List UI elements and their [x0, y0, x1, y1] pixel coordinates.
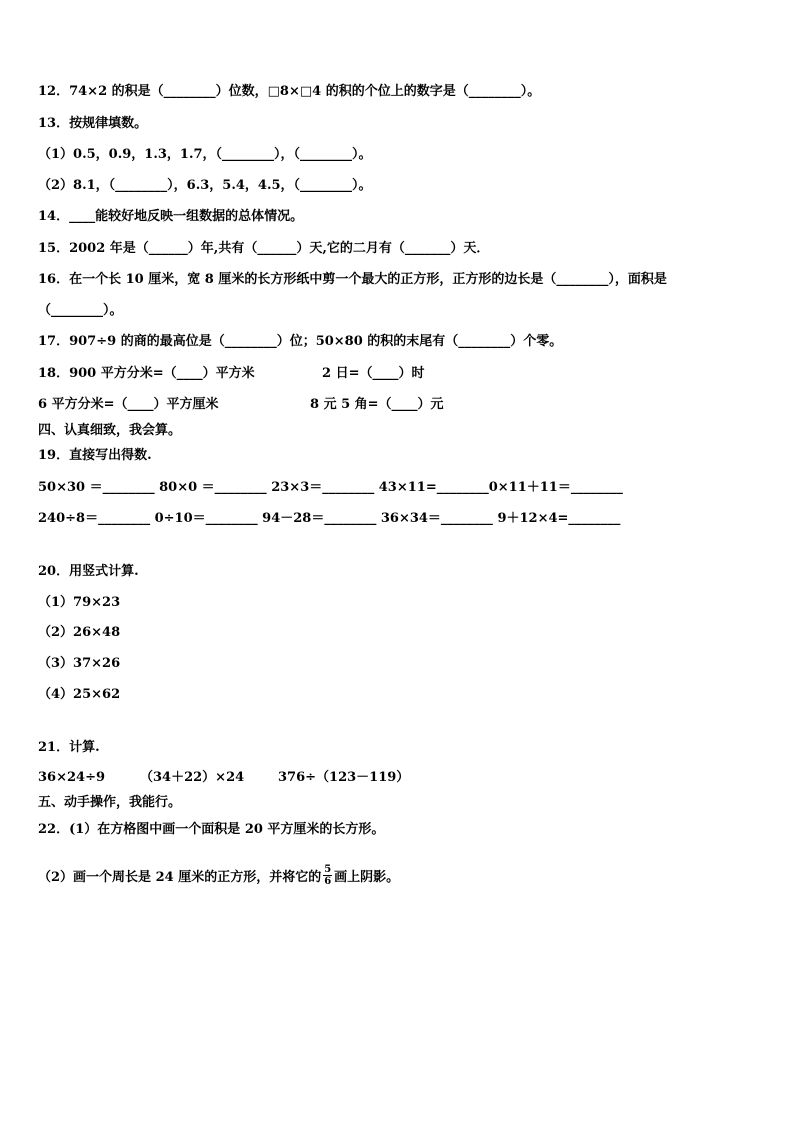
question-21-expr-c: 376÷（123－119） — [278, 770, 410, 785]
question-19-row-1: 50×30 ＝________ 80×0 ＝________ 23×3＝________ 43×11=________0×11＋11＝________ — [38, 480, 623, 495]
question-21: 21．计算. — [38, 740, 100, 755]
fraction-denominator: 6 — [324, 876, 332, 887]
question-16-line-1: 16．在一个长 10 厘米，宽 8 厘米的长方形纸中剪一个最大的正方形，正方形的边长是（________），面积是 — [38, 272, 667, 287]
question-22-part-2-text-after: 画上阴影。 — [334, 870, 400, 885]
question-13-part-2: （2）8.1，（________），6.3，5.4，4.5，（________）。 — [38, 178, 372, 193]
fraction-numerator: 5 — [324, 864, 332, 875]
question-13: 13．按规律填数。 — [38, 116, 148, 131]
question-18-a: 18．900 平方分米=（____）平方米 — [38, 366, 255, 381]
question-16-line-2: （________）。 — [38, 303, 123, 318]
question-18-b: 2 日=（____）时 — [322, 366, 425, 381]
question-15: 15．2002 年是（______）年,共有（______）天,它的二月有（_______）天． — [38, 241, 490, 256]
section-5-heading: 五、动手操作，我能行。 — [38, 795, 182, 810]
question-14: 14．____能较好地反映一组数据的总体情况。 — [38, 209, 304, 224]
question-20-part-1: （1）79×23 — [38, 595, 121, 610]
question-22-part-2 — [38, 866, 399, 889]
question-19: 19．直接写出得数. — [38, 448, 152, 463]
question-12: 12．74×2 的积是（________）位数，□8×□4 的积的个位上的数字是（________）。 — [38, 84, 541, 99]
question-19-row-2: 240÷8＝________ 0÷10＝________ 94－28＝________ 36×34＝________ 9＋12×4=________ — [38, 511, 621, 526]
question-22-part-1: 22．(1）在方格图中画一个面积是 20 平方厘米的长方形。 — [38, 822, 385, 837]
question-13-part-1: （1）0.5，0.9，1.3，1.7，（________），（________）。 — [38, 147, 372, 162]
section-4-heading: 四、认真细致，我会算。 — [38, 423, 182, 438]
question-22-part-2-text-before: （2）画一个周长是 24 厘米的正方形，并将它的 — [38, 870, 322, 885]
question-20-part-2: （2）26×48 — [38, 625, 121, 640]
question-18-c: 6 平方分米=（____）平方厘米 — [38, 397, 219, 412]
question-21-expr-a: 36×24÷9 — [38, 770, 106, 785]
fraction — [323, 864, 332, 887]
question-21-expr-b: （34＋22）×24 — [140, 770, 245, 785]
question-20: 20．用竖式计算. — [38, 564, 139, 579]
question-18-d: 8 元 5 角=（____）元 — [310, 397, 444, 412]
question-17: 17．907÷9 的商的最高位是（________）位；50×80 的积的末尾有（________）个零。 — [38, 334, 563, 349]
question-20-part-4: （4）25×62 — [38, 687, 121, 702]
question-20-part-3: （3）37×26 — [38, 656, 121, 671]
